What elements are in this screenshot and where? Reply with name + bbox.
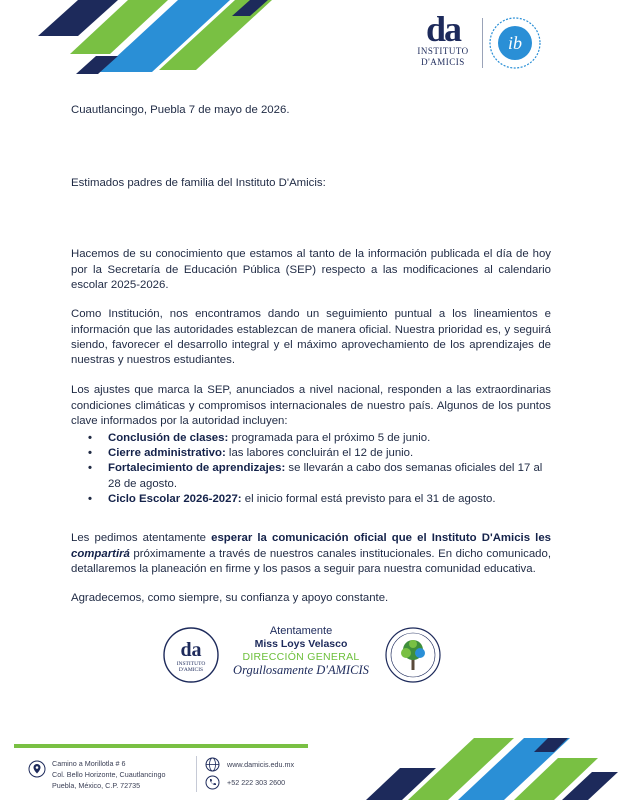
bullet-text: programada para el próximo 5 de junio. — [228, 432, 431, 444]
paragraph-2: Como Institución, nos encontramos dando un seguimiento puntual a los lineamientos e información que las autoridades establezcan de manera oficial. Nuestra prioridad es, y seguirá siendo, favorecer el desarrollo integral y el máximo aprovechamiento de los aprendizajes de nuestras y nuestros estudiantes. — [71, 308, 551, 366]
bullet-text: el inicio formal está previsto para el 31 de agosto. — [241, 492, 496, 505]
svg-text:D'AMICIS: D'AMICIS — [178, 667, 204, 673]
list-item — [71, 446, 551, 461]
bullet-label: Ciclo Escolar 2026-2027: — [108, 492, 242, 505]
footer-divider — [196, 756, 197, 792]
signature-block — [226, 625, 376, 678]
bullet-label: Fortalecimiento de aprendizajes: — [108, 462, 286, 475]
motto — [226, 663, 376, 678]
logo-da-mark: da — [425, 9, 461, 49]
header-logos — [410, 9, 560, 74]
paragraph-5: Agradecemos, como siempre, su confianza y apoyo constante. — [71, 592, 389, 605]
paragraph-4-bold-italic: compartirá — [71, 547, 130, 560]
damicis-seal — [162, 626, 220, 684]
address-line3: Puebla, México, C.P. 72735 — [52, 781, 141, 790]
bullet-text: se llevarán a cabo dos semanas oficiales del 17 al 28 de agosto. — [108, 462, 543, 490]
bottom-stripes-decoration — [318, 738, 618, 800]
damicis-logo — [410, 9, 476, 74]
footer-website[interactable] — [205, 757, 335, 773]
date-line: Cuautlancingo, Puebla 7 de mayo de 2026. — [71, 104, 290, 116]
footer-accent-line — [14, 744, 308, 748]
address-text — [52, 758, 165, 791]
motto-name: D'AMICIS — [316, 663, 369, 677]
closing: Atentamente — [269, 625, 333, 637]
phone-icon — [205, 775, 220, 790]
footer-address — [28, 758, 198, 792]
paragraph-4-post: próximamente a través de nuestros canales institucionales. En dicho comunicado, detallaremos la planeación en firme y los pasos a seguir para nuestra comunidad educativa. — [71, 547, 551, 575]
svg-text:da: da — [180, 639, 202, 661]
bullet-label: Conclusión de clases: — [108, 432, 229, 444]
paragraph-3: Los ajustes que marca la SEP, anunciados a nivel nacional, responden a las extraordinarias condiciones climáticas y compromisos internacionales de nuestro país. Algunos de los puntos clave informados por la autoridad incluyen: — [71, 384, 551, 427]
phone-number: +52 222 303 2600 — [227, 778, 286, 787]
paragraph-4-bold: esperar la comunicación oficial que el Instituto D'Amicis les — [211, 532, 551, 545]
logo-da-line2: D'AMICIS — [421, 57, 465, 67]
paragraph-4 — [71, 531, 551, 577]
paragraph-4-pre: Les pedimos atentamente — [71, 532, 212, 545]
motto-script: Orgullosamente — [233, 663, 314, 677]
svg-text:INSTITUTO: INSTITUTO — [176, 661, 206, 667]
ib-mark: ib — [507, 33, 523, 53]
list-item — [71, 431, 551, 446]
address-line1: Camino a Morillotla # 6 — [52, 759, 126, 768]
greeting: Estimados padres de familia del Instituto D'Amicis: — [71, 177, 326, 189]
location-pin-icon — [28, 760, 46, 778]
bullet-label: Cierre administrativo: — [108, 447, 226, 460]
signer-role: DIRECCIÓN GENERAL — [242, 651, 360, 663]
key-points-list — [71, 431, 551, 507]
top-stripes-decoration — [0, 0, 300, 80]
bullet-text: las labores concluirán el 12 de junio. — [225, 447, 414, 460]
paragraph-1: Hacemos de su conocimiento que estamos al tanto de la información publicada el día de hoy por la Secretaría de Educación Pública (SEP) respecto a las modificaciones al calendario escolar 2025-2026. — [71, 248, 551, 291]
ib-world-school-logo — [488, 16, 542, 70]
globe-icon — [205, 757, 220, 772]
logo-da-line1: INSTITUTO — [417, 46, 469, 56]
list-item — [71, 461, 551, 491]
list-item — [71, 492, 551, 507]
logo-divider — [482, 18, 483, 68]
footer-phone — [205, 775, 335, 791]
website-link[interactable]: www.damicis.edu.mx — [227, 760, 295, 769]
community-seal — [384, 626, 442, 684]
address-line2: Col. Bello Horizonte, Cuautlancingo — [52, 770, 166, 779]
signer-name: Miss Loys Velasco — [254, 638, 348, 650]
